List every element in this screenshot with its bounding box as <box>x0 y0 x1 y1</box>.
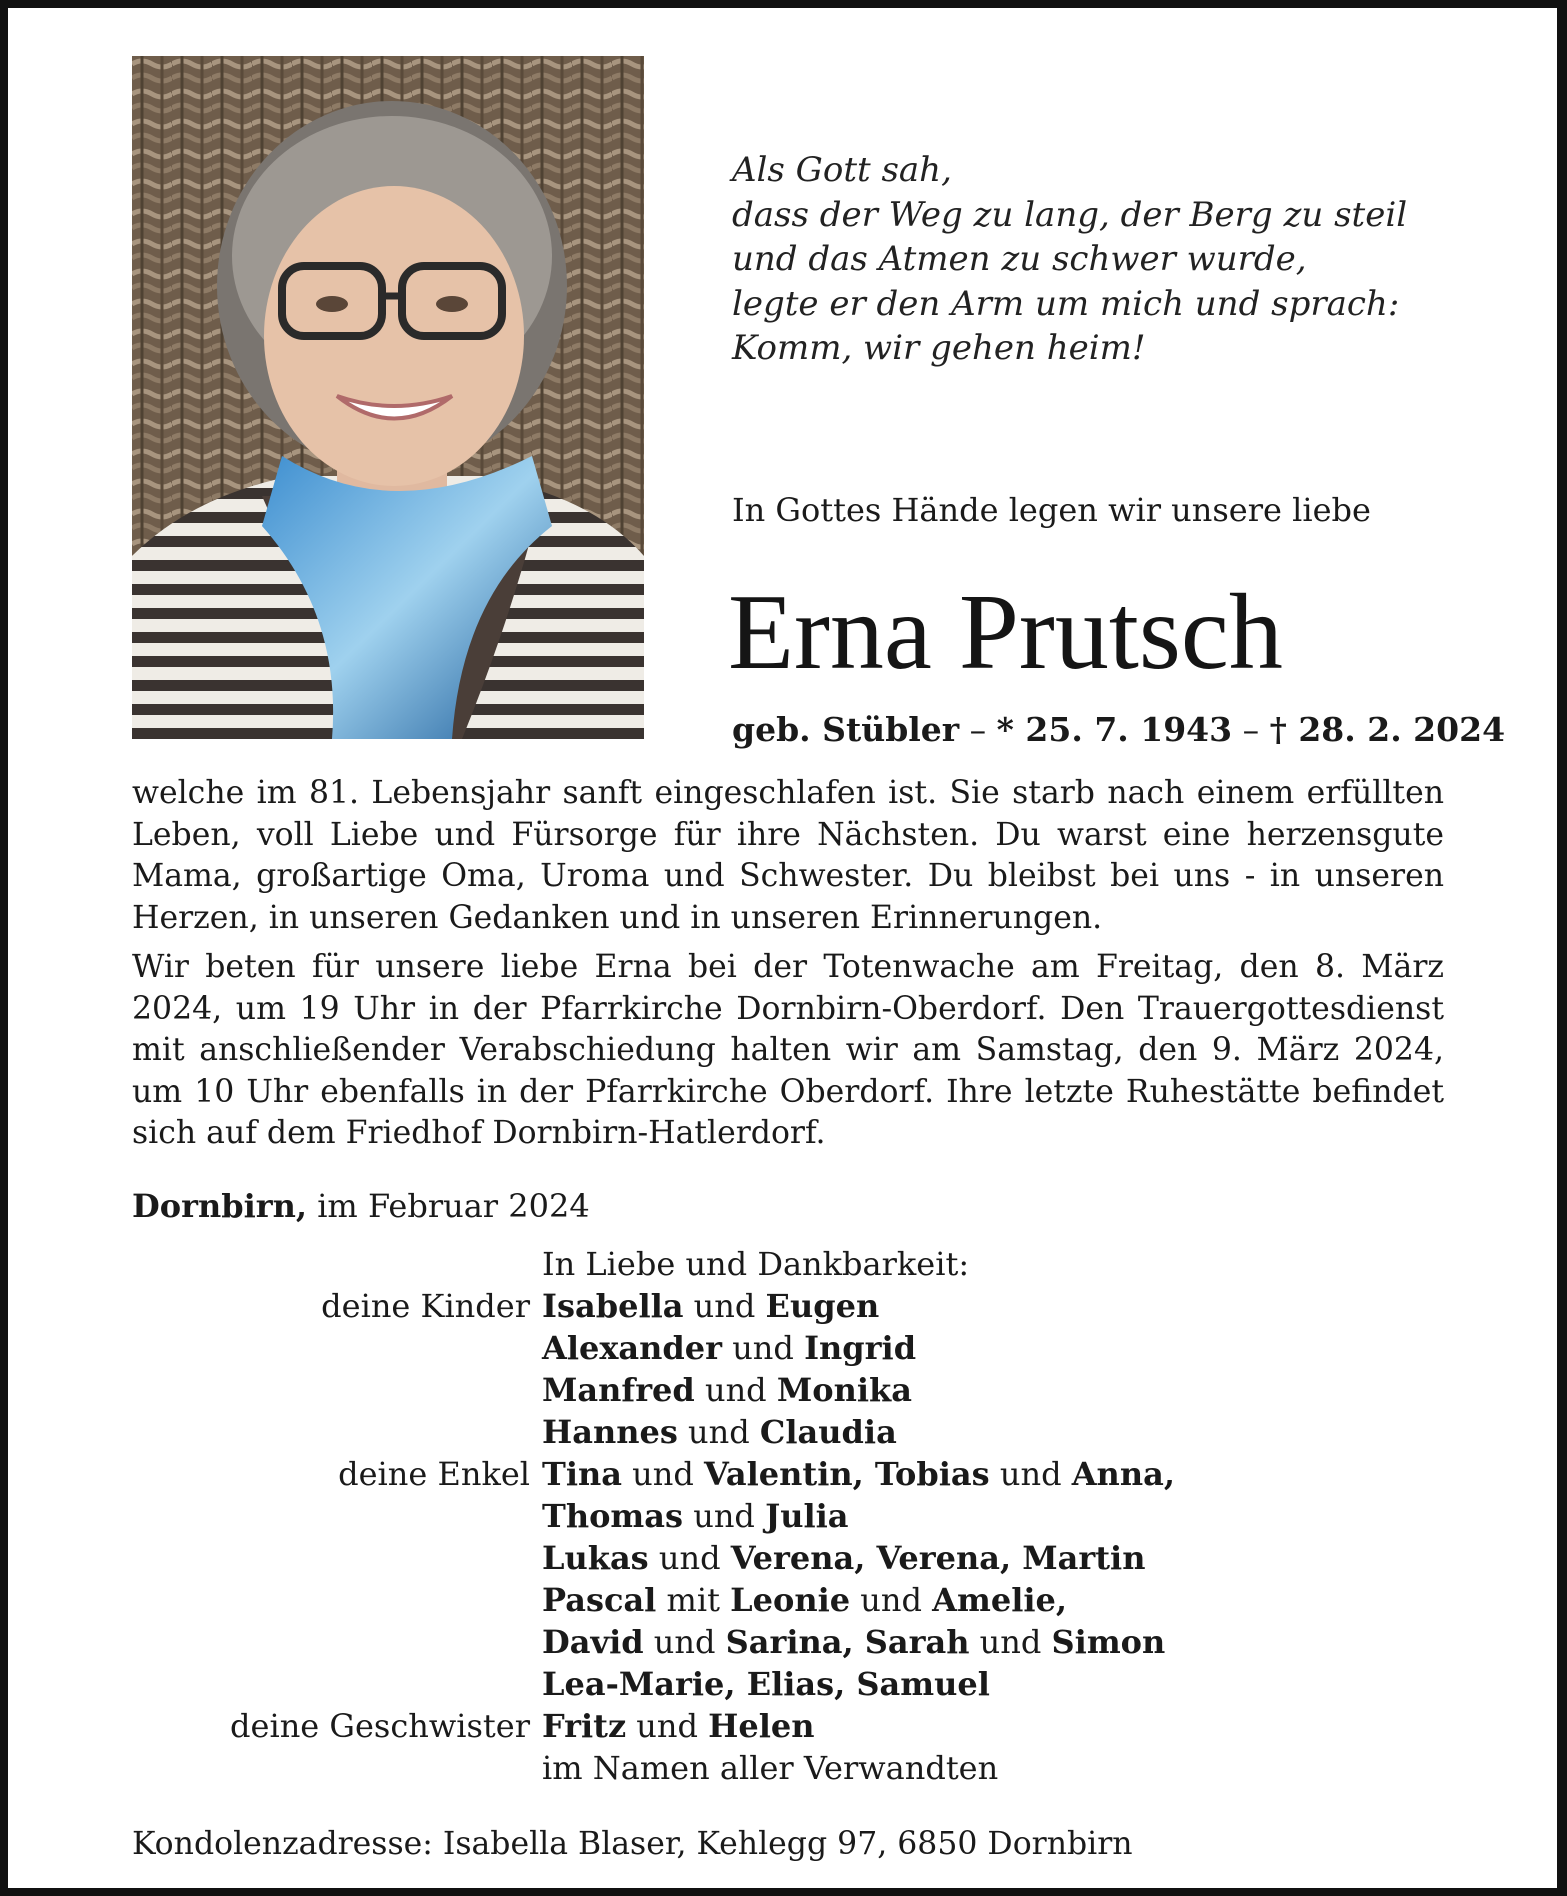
family-member: Claudia <box>759 1413 897 1451</box>
death-date: † 28. 2. 2024 <box>1269 710 1506 749</box>
family-member: Amelie, <box>932 1581 1067 1619</box>
conjunction: und <box>693 1497 755 1535</box>
conjunction: und <box>732 1329 794 1367</box>
poem <box>732 148 1452 371</box>
conjunction: und <box>636 1707 698 1745</box>
conjunction: und <box>653 1623 716 1661</box>
conjunction: und <box>693 1287 756 1325</box>
family-member: Lea-Marie, Elias, Samuel <box>542 1665 990 1703</box>
family-member: Ingrid <box>804 1329 917 1367</box>
family-member: Julia <box>765 1497 849 1535</box>
family-row <box>132 1621 1444 1663</box>
family-member: Leonie <box>730 1581 851 1619</box>
family-member: Fritz <box>542 1707 627 1745</box>
family-member: Eugen <box>765 1287 880 1325</box>
poem-line: Komm, wir gehen heim! <box>732 328 1146 368</box>
family-member: Thomas <box>542 1497 684 1535</box>
poem-line: legte er den Arm um mich und sprach: <box>732 283 1400 324</box>
family-list <box>132 1243 1444 1789</box>
family-heading-row <box>132 1243 1444 1285</box>
conjunction: und <box>704 1371 767 1409</box>
enkel-label: deine Enkel <box>338 1455 530 1493</box>
place-month: im Februar 2024 <box>317 1187 590 1225</box>
portrait-illustration <box>132 56 644 739</box>
announcement-text <box>132 773 1444 1163</box>
family-row <box>132 1579 1444 1621</box>
family-member: Verena, Verena, Martin <box>730 1539 1146 1577</box>
birth-date: * 25. 7. 1943 <box>996 710 1233 749</box>
family-member: Tina <box>542 1455 622 1493</box>
place-city: Dornbirn, <box>132 1187 308 1225</box>
paragraph-services: Wir beten für unsere liebe Erna bei der Totenwache am Freitag, den 8. März 2024, um 19 Uhr in der Pfarrkirche Dornbirn-Oberdorf. Den Trauergottesdienst mit anschließender Verabschiedung halten wir am Samstag, den 9. März 2024, um 10 Uhr ebenfalls in der Pfarrkirche Oberdorf. Ihre letzte Ruhestätte befindet sich auf dem Friedhof Dornbirn-Hatlerdorf. <box>132 949 1444 1151</box>
poem-line: dass der Weg zu lang, der Berg zu steil <box>732 194 1408 235</box>
poem-line: und das Atmen zu schwer wurde, <box>732 239 1307 279</box>
family-member: Isabella <box>542 1287 684 1325</box>
deceased-name: Erna Prutsch <box>728 573 1283 692</box>
life-dates: geb. Stübler – * 25. 7. 1943 – † 28. 2. 2024 <box>732 710 1506 749</box>
family-member: Monika <box>776 1371 912 1409</box>
family-member: Helen <box>708 1707 815 1745</box>
family-member: Valentin, Tobias <box>704 1455 990 1493</box>
family-row <box>132 1411 1444 1453</box>
place-date <box>132 1185 932 1227</box>
intro-line: In Gottes Hände legen wir unsere liebe <box>732 491 1371 529</box>
family-member: David <box>542 1623 644 1661</box>
family-row <box>132 1495 1444 1537</box>
condolence-address: Kondolenzadresse: Isabella Blaser, Kehlegg 97, 6850 Dornbirn <box>132 1826 1133 1862</box>
conjunction: und <box>688 1413 750 1451</box>
conjunction: mit <box>666 1581 720 1619</box>
geschwister-label: deine Geschwister <box>230 1707 530 1745</box>
family-member: Pascal <box>542 1581 657 1619</box>
family-row <box>132 1747 1444 1789</box>
birth-name: geb. Stübler <box>732 710 960 749</box>
family-closing: im Namen aller Verwandten <box>542 1749 999 1787</box>
family-row <box>132 1285 1444 1327</box>
conjunction: und <box>658 1539 721 1577</box>
family-member: Sarina, Sarah <box>725 1623 970 1661</box>
family-member: Anna, <box>1071 1455 1175 1493</box>
kinder-label: deine Kinder <box>321 1287 530 1325</box>
conjunction: und <box>999 1455 1062 1493</box>
family-row <box>132 1705 1444 1747</box>
family-member: Alexander <box>542 1329 723 1367</box>
portrait-photo <box>132 56 644 739</box>
family-member: Lukas <box>542 1539 649 1577</box>
conjunction: und <box>632 1455 694 1493</box>
conjunction: und <box>979 1623 1042 1661</box>
family-member: Manfred <box>542 1371 695 1409</box>
family-row <box>132 1453 1444 1495</box>
family-row <box>132 1327 1444 1369</box>
family-member: Simon <box>1051 1623 1166 1661</box>
conjunction: und <box>860 1581 922 1619</box>
family-row <box>132 1369 1444 1411</box>
obituary-page <box>8 8 1557 1888</box>
family-row <box>132 1537 1444 1579</box>
paragraph-life: welche im 81. Lebensjahr sanft eingeschlafen ist. Sie starb nach einem erfüllten Leben, voll Liebe und Fürsorge für ihre Nächsten. Du warst eine herzensgute Mama, großartige Oma, Uroma und Schwester. Du bleibst bei uns - in unseren Herzen, in unseren Gedanken und in unseren Erinnerungen. <box>132 775 1444 936</box>
family-heading: In Liebe und Dankbarkeit: <box>542 1245 970 1283</box>
family-member: Hannes <box>542 1413 678 1451</box>
poem-line: Als Gott sah, <box>732 150 952 190</box>
family-row <box>132 1663 1444 1705</box>
